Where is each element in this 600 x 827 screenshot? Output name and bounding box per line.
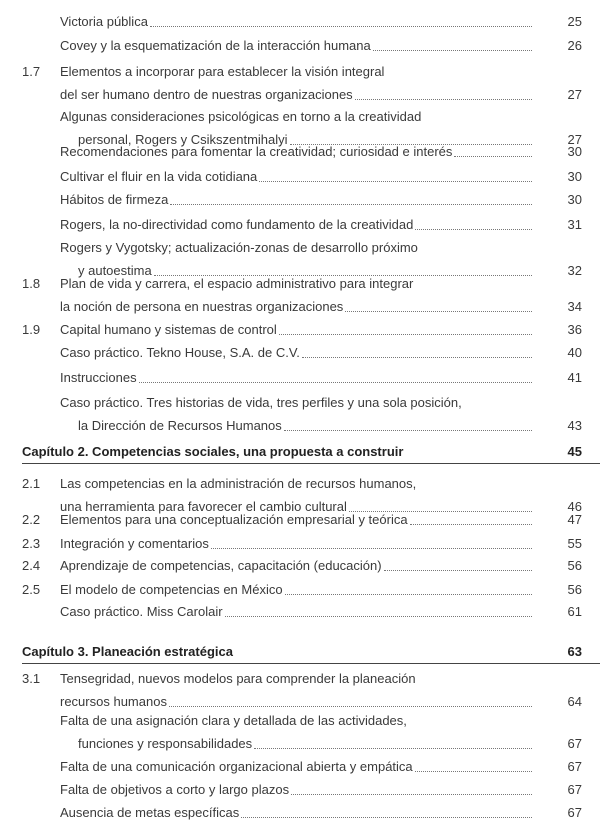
dot-leader	[169, 705, 532, 707]
toc-entry-line[interactable]	[0, 603, 600, 621]
entry-title: una herramienta para favorecer el cambio cultural	[60, 499, 347, 514]
dot-leader	[410, 523, 532, 525]
leader-line	[60, 804, 532, 822]
entry-title: Caso práctico. Tekno House, S.A. de C.V.	[60, 345, 300, 360]
page-number: 30	[567, 192, 582, 207]
toc-entry-line[interactable]	[0, 143, 600, 161]
entry-title: la Dirección de Recursos Humanos	[78, 418, 282, 433]
entry-title: Hábitos de firmeza	[60, 192, 169, 207]
leader-line	[60, 581, 532, 599]
page-number: 43	[567, 418, 582, 433]
entry-title: Instrucciones	[60, 370, 137, 385]
page-number: 63	[567, 644, 582, 659]
chapter-heading[interactable]	[0, 643, 600, 661]
leader-line	[78, 735, 532, 753]
page-number: 32	[567, 263, 582, 278]
entry-title: Plan de vida y carrera, el espacio administrativo para integrar	[60, 276, 414, 291]
entry-title: Covey y la esquematización de la interacción humana	[60, 38, 371, 53]
dot-leader	[373, 49, 532, 51]
toc-entry-line[interactable]	[0, 275, 600, 293]
entry-title: Algunas consideraciones psicológicas en torno a la creatividad	[60, 109, 422, 124]
leader-line	[60, 511, 532, 529]
toc-entry-line[interactable]	[0, 321, 600, 339]
section-number: 2.3	[22, 536, 41, 551]
page-number: 30	[567, 169, 582, 184]
leader-line	[60, 369, 532, 387]
entry-title: la noción de persona en nuestras organizaciones	[60, 299, 344, 314]
page-number: 67	[567, 736, 582, 751]
toc-entry-line[interactable]	[0, 535, 600, 553]
chapter-heading[interactable]	[0, 443, 600, 461]
page-number: 41	[567, 370, 582, 385]
entry-title: Caso práctico. Miss Carolair	[60, 604, 223, 619]
toc-entry-line[interactable]	[0, 758, 600, 776]
toc-entry-line[interactable]	[0, 239, 600, 257]
dot-leader	[284, 429, 532, 431]
toc-entry-line[interactable]	[0, 804, 600, 822]
toc-entry-line[interactable]	[0, 394, 600, 412]
toc-entry-line[interactable]	[0, 86, 600, 104]
toc-entry-line[interactable]	[0, 511, 600, 529]
entry-title: y autoestima	[78, 263, 152, 278]
page-number: 46	[567, 499, 582, 514]
entry-title: Aprendizaje de competencias, capacitación (educación)	[60, 558, 382, 573]
leader-line	[60, 298, 532, 316]
page-number: 27	[567, 87, 582, 102]
toc-entry-line[interactable]	[0, 581, 600, 599]
leader-line	[60, 37, 532, 55]
dot-leader	[355, 98, 532, 100]
toc-entry-line[interactable]	[0, 475, 600, 493]
toc-entry-line[interactable]	[0, 37, 600, 55]
page-number: 56	[567, 558, 582, 573]
toc-entry-line[interactable]	[0, 63, 600, 81]
section-number: 3.1	[22, 671, 41, 686]
dot-leader	[279, 333, 532, 335]
entry-title: Capital humano y sistemas de control	[60, 322, 277, 337]
entry-title: del ser humano dentro de nuestras organizaciones	[60, 87, 353, 102]
page-number: 45	[567, 444, 582, 459]
entry-title: Elementos a incorporar para establecer la visión integral	[60, 64, 385, 79]
leader-line	[60, 535, 532, 553]
toc-entry-line[interactable]	[0, 344, 600, 362]
page-number: 31	[567, 217, 582, 232]
chapter-rule	[22, 663, 600, 664]
toc-entry-line[interactable]	[0, 191, 600, 209]
toc-entry-line[interactable]	[0, 557, 600, 575]
entry-title: Ausencia de metas específicas	[60, 805, 240, 820]
dot-leader	[254, 747, 532, 749]
entry-title: Rogers, la no-directividad como fundamento de la creatividad	[60, 217, 414, 232]
dot-leader	[415, 228, 532, 230]
leader-line	[60, 321, 532, 339]
leader-line	[60, 143, 532, 161]
dot-leader	[302, 356, 532, 358]
entry-title: Victoria pública	[60, 14, 148, 29]
toc-entry-line[interactable]	[0, 216, 600, 234]
section-number: 2.2	[22, 512, 41, 527]
entry-title: Cultivar el fluir en la vida cotidiana	[60, 169, 258, 184]
leader-line	[78, 417, 532, 435]
leader-line	[60, 344, 532, 362]
entry-title: recursos humanos	[60, 694, 167, 709]
page-number: 67	[567, 805, 582, 820]
page-number: 36	[567, 322, 582, 337]
entry-title: Las competencias en la administración de recursos humanos,	[60, 476, 417, 491]
entry-title: Rogers y Vygotsky; actualización-zonas de desarrollo próximo	[60, 240, 418, 255]
toc-entry-line[interactable]	[0, 298, 600, 316]
page-number: 30	[567, 144, 582, 159]
dot-leader	[211, 547, 532, 549]
entry-title: Tensegridad, nuevos modelos para comprender la planeación	[60, 671, 416, 686]
page-number: 25	[567, 14, 582, 29]
dot-leader	[139, 381, 532, 383]
toc-entry-line[interactable]	[0, 417, 600, 435]
dot-leader	[384, 569, 532, 571]
toc-entry-line[interactable]	[0, 735, 600, 753]
leader-line	[60, 603, 532, 621]
leader-line	[60, 13, 532, 31]
entry-title: Integración y comentarios	[60, 536, 209, 551]
entry-title: Recomendaciones para fomentar la creatividad; curiosidad e interés	[60, 144, 453, 159]
toc-entry-line[interactable]	[0, 781, 600, 799]
dot-leader	[415, 770, 532, 772]
dot-leader	[241, 816, 532, 818]
leader-line	[60, 168, 532, 186]
section-number: 1.8	[22, 276, 41, 291]
page-number: 40	[567, 345, 582, 360]
page-number: 55	[567, 536, 582, 551]
page-number: 61	[567, 604, 582, 619]
leader-line	[60, 758, 532, 776]
page-number: 47	[567, 512, 582, 527]
leader-line	[60, 693, 532, 711]
leader-line	[60, 216, 532, 234]
page-number: 27	[567, 132, 582, 147]
section-number: 2.1	[22, 476, 41, 491]
leader-line	[60, 781, 532, 799]
entry-title: Elementos para una conceptualización empresarial y teórica	[60, 512, 408, 527]
leader-line	[60, 86, 532, 104]
dot-leader	[285, 593, 532, 595]
page-number: 67	[567, 782, 582, 797]
entry-title: El modelo de competencias en México	[60, 582, 283, 597]
page-number: 26	[567, 38, 582, 53]
leader-line	[60, 557, 532, 575]
chapter-title: Capítulo 2. Competencias sociales, una propuesta a construir	[22, 444, 404, 459]
dot-leader	[150, 25, 532, 27]
entry-title: personal, Rogers y Csikszentmihalyi	[78, 132, 288, 147]
entry-title: funciones y responsabilidades	[78, 736, 253, 751]
page-number: 56	[567, 582, 582, 597]
chapter-rule	[22, 463, 600, 464]
page-number: 34	[567, 299, 582, 314]
section-number: 2.5	[22, 582, 41, 597]
entry-title: Falta de objetivos a corto y largo plazos	[60, 782, 290, 797]
dot-leader	[291, 793, 532, 795]
toc-entry-line[interactable]	[0, 712, 600, 730]
dot-leader	[454, 155, 532, 157]
toc-entry-line[interactable]	[0, 693, 600, 711]
toc-entry-line[interactable]	[0, 108, 600, 126]
toc-entry-line[interactable]	[0, 369, 600, 387]
section-number: 1.7	[22, 64, 41, 79]
toc-entry-line[interactable]	[0, 670, 600, 688]
leader-line	[60, 191, 532, 209]
chapter-title: Capítulo 3. Planeación estratégica	[22, 644, 233, 659]
page-number: 67	[567, 759, 582, 774]
entry-title: Falta de una comunicación organizacional abierta y empática	[60, 759, 413, 774]
page-number: 64	[567, 694, 582, 709]
dot-leader	[345, 310, 532, 312]
dot-leader	[170, 203, 532, 205]
toc-entry-line[interactable]	[0, 168, 600, 186]
dot-leader	[259, 180, 532, 182]
entry-title: Caso práctico. Tres historias de vida, tres perfiles y una sola posición,	[60, 395, 462, 410]
section-number: 1.9	[22, 322, 41, 337]
entry-title: Falta de una asignación clara y detallada de las actividades,	[60, 713, 407, 728]
section-number: 2.4	[22, 558, 41, 573]
dot-leader	[225, 615, 532, 617]
toc-entry-line[interactable]	[0, 13, 600, 31]
